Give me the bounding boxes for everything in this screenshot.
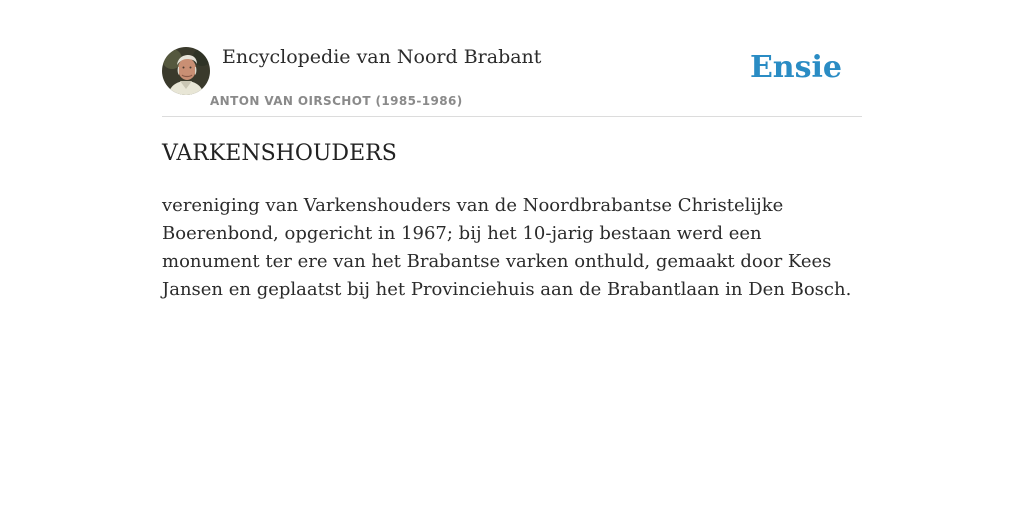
author-avatar[interactable] — [162, 47, 210, 95]
author-portrait-icon — [162, 47, 210, 95]
page-header — [162, 46, 862, 117]
source-title[interactable]: Encyclopedie van Noord Brabant — [222, 46, 542, 68]
author-name[interactable]: ANTON VAN OIRSCHOT (1985-1986) — [210, 94, 463, 108]
article-title: VARKENSHOUDERS — [162, 141, 397, 166]
ensie-logo[interactable]: Ensie — [749, 50, 842, 85]
article-body: vereniging van Varkenshouders van de Noordbrabantse Christelijke Boerenbond, opgericht in 1967; bij het 10-jarig bestaan werd een monument ter ere van het Brabantse varken onthuld, gemaakt door Kees Jansen en geplaatst bij het Provinciehuis aan de Brabantlaan in Den Bosch. — [162, 195, 852, 300]
